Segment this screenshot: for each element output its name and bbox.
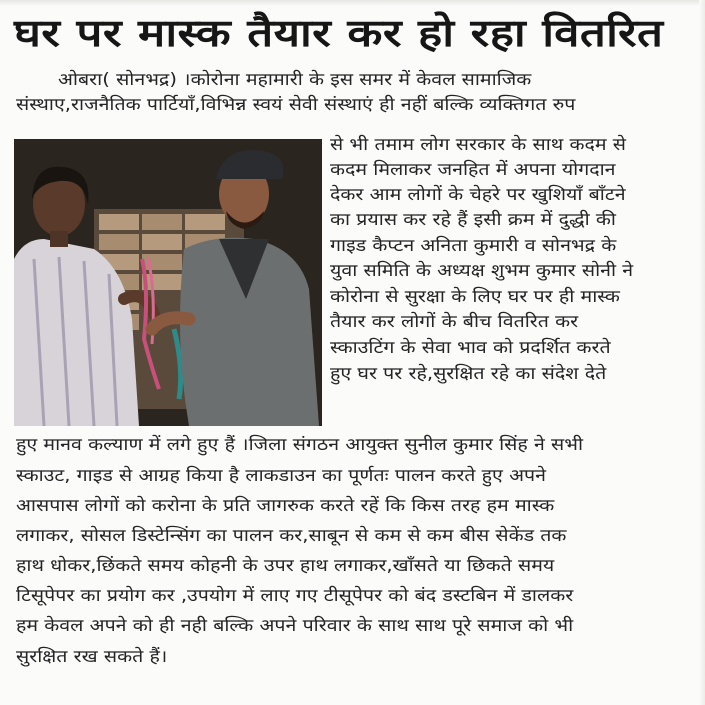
- article-line: तैयार कर लोगों के बीच वितरित कर: [330, 312, 579, 332]
- article-line: युवा समिति के अध्यक्ष शुभम कुमार सोनी ने: [330, 261, 634, 281]
- photo-illustration: [14, 139, 322, 426]
- article-line: हम केवल अपने को ही नही बल्कि अपने परिवार के साथ साथ पूरे समाज को भी: [16, 616, 574, 636]
- article-line: स्काउट, गाइड से आग्रह किया है लाकडाउन का पूर्णतः पालन करते हुए अपने: [16, 466, 546, 486]
- article-line: संस्थाए,राजनैतिक पार्टियाँ,विभिन्न स्वयं सेवी संस्थाएं ही नहीं बल्कि व्यक्तिगत रुप: [16, 95, 576, 115]
- article-line: आसपास लोगों को करोना के प्रति जागरुक करते रहें कि किस तरह हम मास्क: [16, 496, 555, 516]
- article-line: से भी तमाम लोग सरकार के साथ कदम से: [330, 135, 627, 155]
- article-line: सुरक्षित रख सकते हैं।: [16, 647, 168, 667]
- article-line: देकर आम लोगों के चेहरे पर खुशियाँ बाँटने: [330, 185, 626, 205]
- article-photo: [14, 139, 322, 426]
- article-line: हाथ धोकर,छिंकते समय कोहनी के उपर हाथ लगाकर,खाँसते या छिकते समय: [16, 556, 555, 576]
- article-line: हुए मानव कल्याण में लगे हुए हैं ।जिला संगठन आयुक्त सुनील कुमार सिंह ने सभी: [16, 435, 584, 455]
- article-line: स्काउटिंग के सेवा भाव को प्रदर्शित करते: [330, 338, 611, 358]
- article-line: हुए घर पर रहे,सुरक्षित रहे का संदेश देते: [330, 364, 607, 384]
- article-line: कदम मिलाकर जनहित में अपना योगदान: [330, 160, 616, 180]
- clipping-top-edge: [0, 0, 705, 6]
- article-line: का प्रयास कर रहे हैं इसी क्रम में दुद्धी की: [330, 210, 616, 230]
- article-headline: घर पर मास्क तैयार कर हो रहा वितरित: [14, 11, 664, 55]
- clipping-right-edge: [699, 0, 705, 705]
- article-line: कोरोना से सुरक्षा के लिए घर पर ही मास्क: [330, 287, 620, 307]
- article-line: ओबरा( सोनभद्र) ।कोरोना महामारी के इस समर में केवल सामाजिक: [58, 70, 532, 90]
- article-line: टिसूपेपर का प्रयोग कर ,उपयोग में लाए गए टीसूपेपर को बंद डस्टबिन में डालकर: [16, 586, 574, 606]
- article-line: लगाकर, सोसल डिस्टेन्सिंग का पालन कर,साबून से कम से कम बीस सेकेंड तक: [16, 526, 567, 546]
- article-line: गाइड कैप्टन अनिता कुमारी व सोनभद्र के: [330, 236, 617, 256]
